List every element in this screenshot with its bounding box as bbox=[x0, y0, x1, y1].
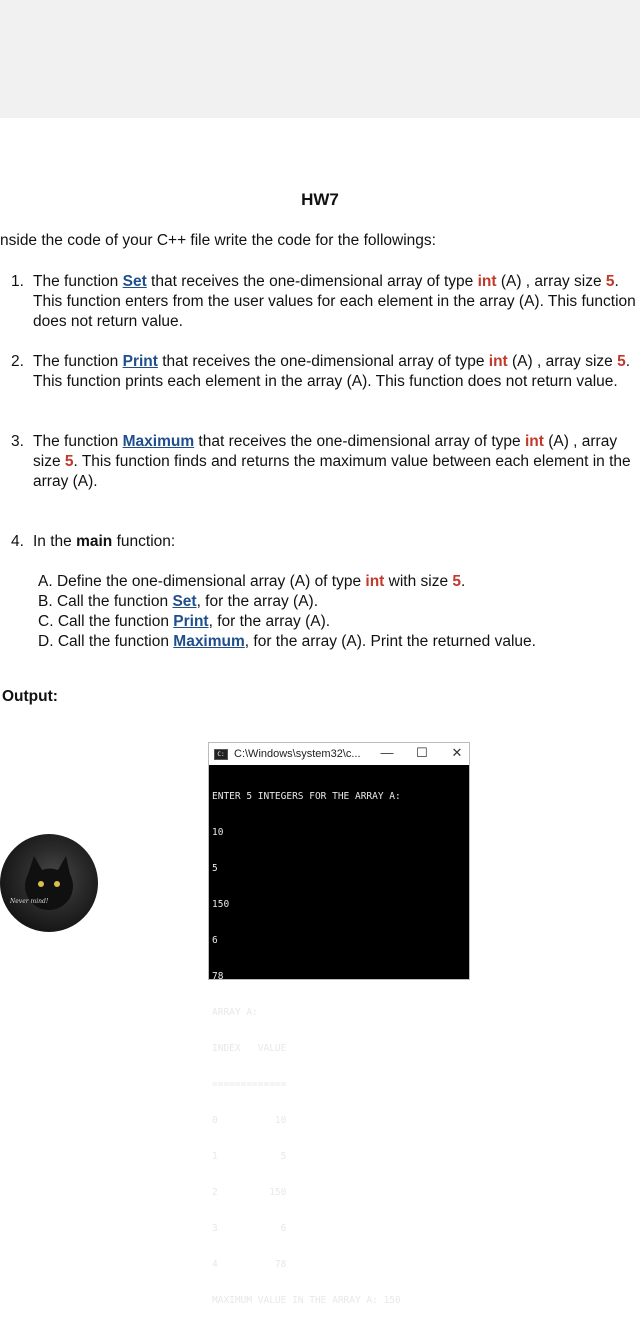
item-text: . This function prints each element in the array (A). This function does not return value. bbox=[33, 353, 631, 390]
sub-item-b bbox=[38, 592, 318, 612]
sub-letter: A. bbox=[38, 573, 53, 590]
console-line: 3 6 bbox=[212, 1223, 287, 1234]
list-item-1 bbox=[11, 272, 638, 332]
console-titlebar[interactable] bbox=[209, 743, 469, 765]
function-name: Print bbox=[173, 613, 209, 630]
console-line: 78 bbox=[212, 971, 224, 982]
item-text: , for the array (A). Print the returned value. bbox=[244, 633, 536, 650]
console-line: 2 150 bbox=[212, 1187, 287, 1198]
avatar-caption: Never mind! bbox=[10, 898, 49, 905]
item-text: . This function finds and returns the maximum value between each element in the array (A). bbox=[33, 453, 631, 490]
intro-text: nside the code of your C++ file write the code for the followings: bbox=[0, 232, 436, 249]
array-size: 5 bbox=[452, 573, 462, 590]
item-text: , for the array (A). bbox=[196, 593, 319, 610]
item-text: Define the one-dimensional array (A) of type bbox=[56, 573, 366, 590]
sub-item-a bbox=[38, 572, 465, 592]
console-line: 6 bbox=[212, 935, 218, 946]
function-name: Set bbox=[172, 593, 197, 610]
item-number: 1. bbox=[11, 273, 24, 290]
top-band bbox=[0, 0, 640, 118]
console-window[interactable] bbox=[208, 742, 470, 1306]
item-text: The function bbox=[33, 353, 123, 370]
console-line: ============= bbox=[212, 1079, 287, 1090]
sub-item-c bbox=[38, 612, 330, 632]
array-size: 5 bbox=[605, 273, 615, 290]
list-item-2 bbox=[11, 352, 638, 392]
item-text: that receives the one-dimensional array of type bbox=[146, 273, 478, 290]
array-size: 5 bbox=[64, 453, 74, 470]
cmd-icon: C: bbox=[214, 749, 228, 760]
close-button[interactable]: ✕ bbox=[451, 745, 463, 760]
cat-silhouette-icon bbox=[0, 834, 98, 932]
avatar bbox=[0, 834, 98, 932]
list-item-4 bbox=[11, 532, 638, 552]
item-text: that receives the one-dimensional array of type bbox=[194, 433, 525, 450]
item-text: that receives the one-dimensional array of type bbox=[157, 353, 489, 370]
console-line: 1 5 bbox=[212, 1151, 287, 1162]
console-output bbox=[209, 765, 469, 1333]
sub-item-d bbox=[38, 632, 536, 652]
item-text: . bbox=[461, 573, 466, 590]
console-line: 4 78 bbox=[212, 1259, 287, 1270]
function-name: Print bbox=[122, 353, 158, 370]
item-text: Call the function bbox=[56, 593, 173, 610]
item-text: (A) , array size bbox=[33, 433, 618, 470]
type-keyword: int bbox=[524, 433, 544, 450]
item-text: , for the array (A). bbox=[208, 613, 331, 630]
type-keyword: int bbox=[365, 573, 385, 590]
console-line: 5 bbox=[212, 863, 218, 874]
console-line: ARRAY A: bbox=[212, 1007, 258, 1018]
type-keyword: int bbox=[477, 273, 497, 290]
console-line: INDEX VALUE bbox=[212, 1043, 287, 1054]
list-item-3 bbox=[11, 432, 638, 492]
item-text: In the bbox=[33, 533, 77, 550]
function-name: Set bbox=[122, 273, 147, 290]
item-number: 3. bbox=[11, 433, 24, 450]
item-text: function: bbox=[112, 533, 176, 550]
console-line: 150 bbox=[212, 899, 230, 910]
item-text: The function bbox=[33, 433, 123, 450]
item-text: . This function enters from the user values for each element in the array (A). This function does not return value. bbox=[33, 273, 636, 330]
console-line: 0 10 bbox=[212, 1115, 287, 1126]
console-line: ENTER 5 INTEGERS FOR THE ARRAY A: bbox=[212, 791, 401, 802]
item-text: Call the function bbox=[57, 633, 174, 650]
function-name: Maximum bbox=[173, 633, 245, 650]
item-number: 2. bbox=[11, 353, 24, 370]
item-text: The function bbox=[33, 273, 123, 290]
minimize-button[interactable]: — bbox=[380, 745, 394, 760]
console-line: 10 bbox=[212, 827, 224, 838]
output-label: Output: bbox=[2, 688, 58, 705]
item-text: (A) , array size bbox=[507, 353, 618, 370]
type-keyword: int bbox=[488, 353, 508, 370]
item-text: Call the function bbox=[57, 613, 174, 630]
maximize-button[interactable]: ☐ bbox=[416, 745, 428, 760]
console-title: C:\Windows\system32\c... bbox=[234, 748, 361, 760]
item-text: with size bbox=[384, 573, 453, 590]
function-name: Maximum bbox=[122, 433, 195, 450]
item-number: 4. bbox=[11, 533, 24, 550]
sub-letter: B. bbox=[38, 593, 53, 610]
item-text: (A) , array size bbox=[496, 273, 606, 290]
console-line: MAXIMUM VALUE IN THE ARRAY A: 150 bbox=[212, 1295, 401, 1306]
main-keyword: main bbox=[76, 533, 113, 550]
sub-letter: C. bbox=[38, 613, 54, 630]
page-title: HW7 bbox=[301, 190, 339, 209]
array-size: 5 bbox=[617, 353, 626, 370]
sub-letter: D. bbox=[38, 633, 54, 650]
